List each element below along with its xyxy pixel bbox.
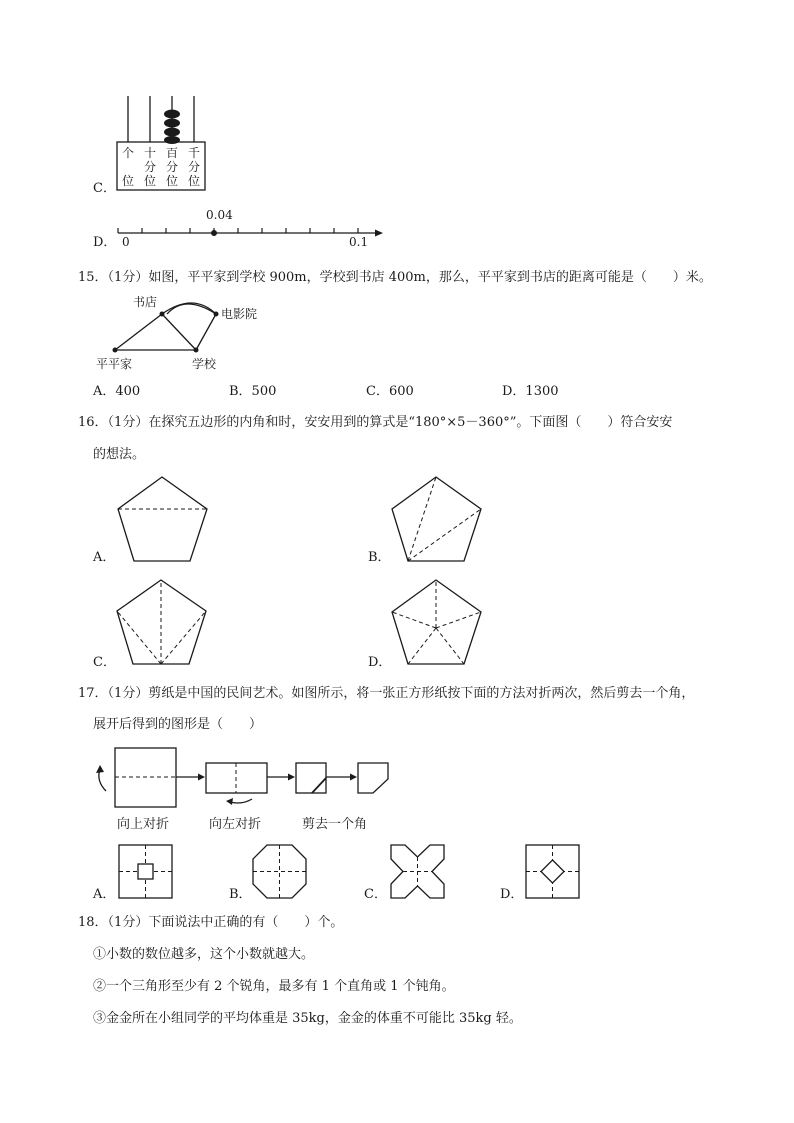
q17-option-b-label: B． xyxy=(229,887,252,902)
q17-option-d-label: D． xyxy=(500,887,524,902)
abacus-label-char: 千 xyxy=(187,146,200,160)
pentagon-segment xyxy=(161,611,206,664)
q16-option-d[interactable] xyxy=(368,578,498,670)
label-home: 平平家 xyxy=(96,357,133,371)
abacus-label-char xyxy=(120,160,136,174)
abacus-label-char: 分 xyxy=(187,160,200,174)
q15-option-b[interactable]: B．500 xyxy=(229,384,277,399)
numberline-marked-label: 0.04 xyxy=(206,208,233,222)
numberline-end-label: 0.1 xyxy=(349,235,369,249)
q15-figure xyxy=(90,294,280,374)
q17-text-line1: 17．（1分）剪纸是中国的民间艺术。如图所示，将一张正方形纸按下面的方法对折两次，然后剪去一个角， xyxy=(78,686,695,701)
fold-up-arrowhead xyxy=(96,765,104,773)
q15-option-d[interactable]: D．1300 xyxy=(502,384,559,399)
cut-line xyxy=(312,778,326,793)
pentagon-c xyxy=(116,578,216,670)
paper-cut-shape xyxy=(358,763,388,793)
abacus-bead xyxy=(164,128,180,137)
fold-steps-figure xyxy=(90,745,400,815)
unfolded-shape-b xyxy=(252,844,308,900)
arc-school-cinema xyxy=(167,304,216,314)
step-arrowhead-3 xyxy=(350,774,357,781)
step-label-fold-up: 向上对折 xyxy=(117,817,170,832)
unfolded-shape-a xyxy=(118,844,174,900)
q17-option-c[interactable] xyxy=(364,844,454,902)
shape-hole xyxy=(138,864,153,879)
q17-option-b[interactable] xyxy=(229,844,319,902)
q16-option-a[interactable] xyxy=(93,475,223,567)
abacus-label-char: 位 xyxy=(143,174,156,188)
node-bookstore xyxy=(160,312,165,317)
q15-options xyxy=(93,385,593,401)
abacus-label-char: 百 xyxy=(165,146,178,160)
numberline-marked-point xyxy=(211,230,217,236)
fold-left-arrowhead xyxy=(226,798,233,805)
abacus-label-char: 十 xyxy=(143,146,156,160)
pentagon-diagonal xyxy=(408,509,481,561)
abacus-bead xyxy=(164,110,180,119)
abacus-beads xyxy=(164,110,180,145)
abacus-label-char: 位 xyxy=(187,174,200,188)
q18-statement-3: ③金金所在小组同学的平均体重是 35kg，金金的体重不可能比 35kg 轻。 xyxy=(93,1011,522,1026)
pentagon-segment xyxy=(408,628,436,664)
q18-statement-1: ①小数的数位越多，这个小数就越大。 xyxy=(93,947,315,962)
q14-option-d-label: D． xyxy=(93,235,117,250)
q17-option-c-label: C． xyxy=(364,887,387,902)
shape-hole xyxy=(541,860,564,883)
pentagon-segment xyxy=(436,612,481,628)
numberline-figure xyxy=(115,224,385,244)
numberline-arrow xyxy=(375,230,383,237)
q16-option-b[interactable] xyxy=(368,475,498,567)
abacus-col-hundredths xyxy=(164,146,180,188)
pentagon-d xyxy=(390,578,490,670)
pentagon-a xyxy=(116,475,216,567)
q16-option-c[interactable] xyxy=(93,578,223,670)
step-label-fold-left: 向左对折 xyxy=(209,817,262,832)
q17-option-d[interactable] xyxy=(500,844,590,902)
node-cinema xyxy=(214,312,219,317)
q18-text: 18．（1分）下面说法中正确的有（ ）个。 xyxy=(78,915,344,930)
q16-option-d-label: D． xyxy=(368,655,392,670)
route-school-cinema xyxy=(196,314,216,350)
node-school xyxy=(194,348,199,353)
q16-option-a-label: A． xyxy=(93,550,116,565)
step-label-cut-corner: 剪去一个角 xyxy=(302,817,368,832)
q16-text-line2: 的想法。 xyxy=(93,447,146,462)
pentagon-segment xyxy=(436,628,464,664)
q16-text-line1: 16．（1分）在探究五边形的内角和时，安安用到的算式是“180°×5－360°”。下面图（ ）符合安安 xyxy=(78,415,673,430)
fold-left-arrow xyxy=(230,799,252,803)
abacus-bead xyxy=(164,119,180,128)
unfolded-shape-c xyxy=(390,844,446,900)
route-home-bookstore xyxy=(115,314,162,350)
q16-option-b-label: B． xyxy=(368,550,391,565)
abacus-label-char: 分 xyxy=(143,160,156,174)
label-bookstore: 书店 xyxy=(133,295,158,309)
q16-option-c-label: C． xyxy=(93,655,116,670)
pentagon-segment xyxy=(392,612,436,628)
abacus-label-char: 位 xyxy=(121,174,134,188)
abacus-bead xyxy=(164,136,180,144)
unfolded-shape-d xyxy=(525,844,581,900)
route-bookstore-school xyxy=(162,314,196,350)
abacus-col-thousandths xyxy=(186,146,202,188)
q15-text: 15．（1分）如图，平平家到学校 900m，学校到书店 400m，那么，平平家到书店的距离可能是（ ）米。 xyxy=(78,270,712,285)
q15-option-c[interactable]: C．600 xyxy=(366,384,414,399)
label-school: 学校 xyxy=(192,357,217,371)
label-cinema: 电影院 xyxy=(221,307,258,321)
q14-option-c-label: C． xyxy=(93,181,116,196)
q17-text-line2: 展开后得到的图形是（ ） xyxy=(93,717,263,732)
q17-option-a-label: A． xyxy=(93,887,116,902)
q18-statement-2: ②一个三角形至少有 2 个锐角，最多有 1 个直角或 1 个钝角。 xyxy=(93,979,455,994)
q14-option-d xyxy=(93,206,393,248)
q15-option-a[interactable]: A．400 xyxy=(93,384,141,399)
abacus-label-char: 个 xyxy=(121,146,134,160)
q17-option-a[interactable] xyxy=(93,844,183,902)
numberline-ticks xyxy=(118,228,358,233)
abacus-label-char: 分 xyxy=(165,160,178,174)
pentagon-segment xyxy=(117,611,161,664)
pentagon-b xyxy=(390,475,490,567)
step-arrowhead-1 xyxy=(198,774,205,781)
pentagon-diagonal xyxy=(408,477,436,561)
abacus-col-ones xyxy=(120,146,136,188)
step-arrowhead-2 xyxy=(288,774,295,781)
abacus-col-tenths xyxy=(142,146,158,188)
numberline-start-label: 0 xyxy=(122,235,130,249)
node-home xyxy=(113,348,118,353)
pentagon-outline xyxy=(118,477,207,561)
q14-option-c xyxy=(93,94,213,196)
paper-small-square xyxy=(296,763,326,793)
abacus-labels xyxy=(118,146,206,190)
q17-fold-steps xyxy=(90,745,400,835)
abacus-label-char: 位 xyxy=(165,174,178,188)
